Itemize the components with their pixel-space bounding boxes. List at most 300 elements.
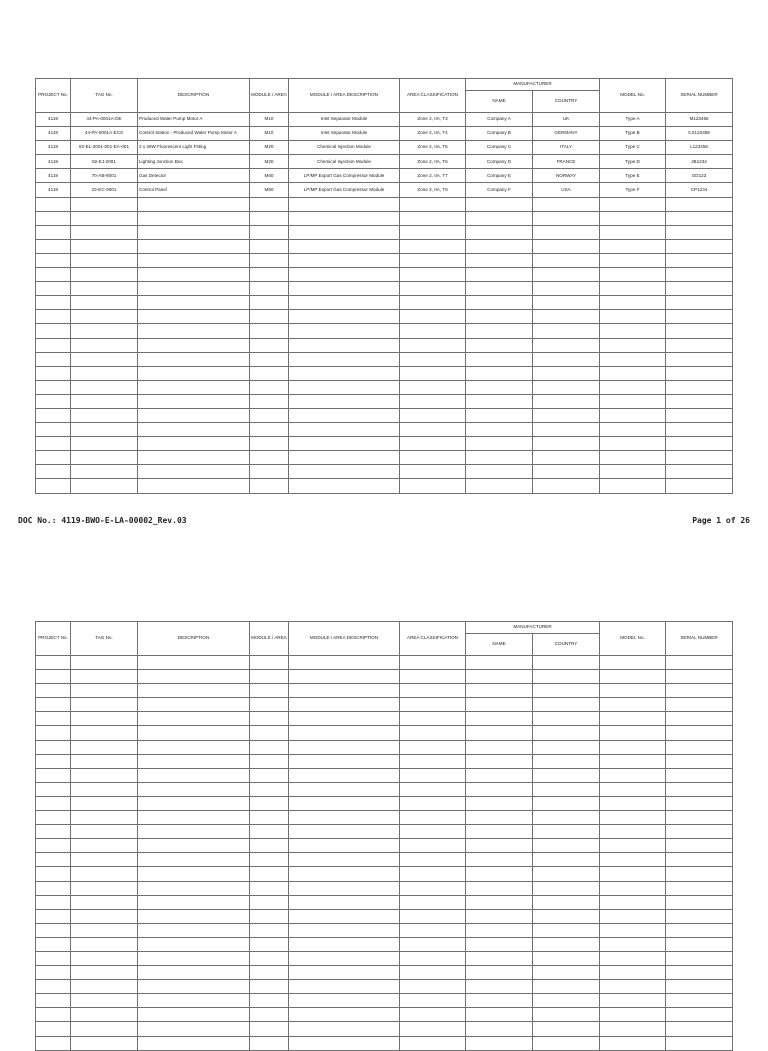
cell-tag-no	[71, 479, 138, 493]
cell-module-area	[250, 867, 289, 881]
cell-project-no	[36, 811, 71, 825]
cell-manufacturer-name: Company B	[466, 127, 533, 141]
cell-model-no	[600, 754, 666, 768]
cell-model-no	[600, 909, 666, 923]
cell-project-no	[36, 366, 71, 380]
cell-manufacturer-country	[533, 825, 600, 839]
cell-module-area-description	[289, 994, 400, 1008]
cell-manufacturer-name	[466, 465, 533, 479]
cell-module-area-description	[289, 380, 400, 394]
cell-tag-no	[71, 338, 138, 352]
cell-manufacturer-name	[466, 980, 533, 994]
cell-module-area-description	[289, 408, 400, 422]
cell-manufacturer-name	[466, 839, 533, 853]
cell-manufacturer-name	[466, 698, 533, 712]
cell-description	[138, 670, 250, 684]
cell-project-no	[36, 782, 71, 796]
cell-area-classification	[400, 479, 466, 493]
cell-serial-number	[666, 451, 733, 465]
cell-manufacturer-country	[533, 394, 600, 408]
cell-description	[138, 366, 250, 380]
empty-table-row	[36, 726, 733, 740]
cell-module-area-description	[289, 225, 400, 239]
cell-serial-number: L123456	[666, 141, 733, 155]
cell-description	[138, 966, 250, 980]
cell-module-area: M10	[250, 113, 289, 127]
cell-model-no	[600, 451, 666, 465]
cell-manufacturer-name	[466, 423, 533, 437]
cell-model-no	[600, 338, 666, 352]
col-header-module-area: MODULE / AREA	[250, 79, 289, 113]
cell-module-area-description	[289, 656, 400, 670]
cell-manufacturer-country	[533, 980, 600, 994]
table-row	[36, 183, 733, 197]
cell-module-area-description	[289, 366, 400, 380]
cell-module-area	[250, 408, 289, 422]
cell-area-classification	[400, 338, 466, 352]
cell-module-area-description	[289, 923, 400, 937]
cell-module-area	[250, 825, 289, 839]
cell-manufacturer-country	[533, 994, 600, 1008]
cell-area-classification	[400, 951, 466, 965]
cell-manufacturer-country	[533, 796, 600, 810]
cell-module-area	[250, 1008, 289, 1022]
cell-project-no	[36, 310, 71, 324]
cell-tag-no	[71, 909, 138, 923]
cell-module-area-description	[289, 670, 400, 684]
cell-serial-number	[666, 656, 733, 670]
cell-serial-number	[666, 698, 733, 712]
empty-table-row	[36, 684, 733, 698]
cell-manufacturer-country	[533, 895, 600, 909]
cell-area-classification	[400, 684, 466, 698]
cell-module-area-description	[289, 1008, 400, 1022]
cell-module-area	[250, 754, 289, 768]
equipment-register-table	[35, 78, 733, 494]
cell-tag-no	[71, 951, 138, 965]
cell-model-no	[600, 211, 666, 225]
cell-module-area-description: Inlet Separator Module	[289, 127, 400, 141]
cell-manufacturer-country	[533, 909, 600, 923]
cell-model-no	[600, 684, 666, 698]
cell-area-classification: Zone 2, IIA, T8	[400, 183, 466, 197]
cell-tag-no	[71, 923, 138, 937]
cell-tag-no	[71, 782, 138, 796]
cell-model-no	[600, 698, 666, 712]
cell-manufacturer-name	[466, 796, 533, 810]
col-header-model-no: MODEL No.	[600, 622, 666, 656]
cell-serial-number	[666, 670, 733, 684]
cell-model-no	[600, 324, 666, 338]
cell-manufacturer-name	[466, 811, 533, 825]
cell-area-classification	[400, 437, 466, 451]
col-header-manufacturer-name: NAME	[466, 634, 533, 656]
cell-manufacturer-name: Company C	[466, 141, 533, 155]
cell-manufacturer-name	[466, 253, 533, 267]
cell-module-area-description	[289, 839, 400, 853]
cell-manufacturer-name	[466, 338, 533, 352]
cell-module-area-description	[289, 811, 400, 825]
cell-project-no	[36, 754, 71, 768]
cell-tag-no: 70-AB-9001	[71, 169, 138, 183]
cell-serial-number	[666, 839, 733, 853]
cell-serial-number	[666, 740, 733, 754]
cell-manufacturer-country	[533, 253, 600, 267]
cell-project-no	[36, 465, 71, 479]
cell-manufacturer-country: USA	[533, 183, 600, 197]
cell-manufacturer-name	[466, 712, 533, 726]
cell-model-no	[600, 712, 666, 726]
cell-tag-no	[71, 437, 138, 451]
cell-description	[138, 980, 250, 994]
cell-manufacturer-name: Company D	[466, 155, 533, 169]
empty-table-row	[36, 282, 733, 296]
cell-manufacturer-name	[466, 656, 533, 670]
cell-model-no	[600, 768, 666, 782]
cell-manufacturer-name	[466, 923, 533, 937]
cell-manufacturer-country	[533, 338, 600, 352]
cell-module-area	[250, 366, 289, 380]
cell-manufacturer-name	[466, 225, 533, 239]
cell-module-area	[250, 197, 289, 211]
cell-manufacturer-name	[466, 951, 533, 965]
cell-module-area	[250, 324, 289, 338]
cell-module-area-description	[289, 825, 400, 839]
cell-module-area	[250, 423, 289, 437]
cell-serial-number	[666, 465, 733, 479]
cell-model-no	[600, 994, 666, 1008]
cell-manufacturer-country	[533, 811, 600, 825]
cell-tag-no	[71, 684, 138, 698]
cell-serial-number	[666, 951, 733, 965]
cell-manufacturer-name	[466, 726, 533, 740]
cell-area-classification	[400, 366, 466, 380]
cell-area-classification	[400, 423, 466, 437]
cell-module-area	[250, 437, 289, 451]
cell-project-no	[36, 296, 71, 310]
table-row	[36, 127, 733, 141]
cell-module-area-description	[289, 310, 400, 324]
cell-area-classification	[400, 768, 466, 782]
empty-table-row	[36, 740, 733, 754]
cell-model-no: Type E	[600, 169, 666, 183]
cell-description	[138, 909, 250, 923]
col-header-description: DESCRIPTION	[138, 622, 250, 656]
cell-area-classification	[400, 670, 466, 684]
cell-model-no	[600, 465, 666, 479]
cell-description	[138, 282, 250, 296]
cell-manufacturer-country	[533, 867, 600, 881]
cell-manufacturer-country	[533, 726, 600, 740]
empty-table-row	[36, 782, 733, 796]
cell-serial-number	[666, 825, 733, 839]
empty-table-row	[36, 670, 733, 684]
cell-serial-number	[666, 895, 733, 909]
cell-description	[138, 712, 250, 726]
cell-project-no: 4119	[36, 169, 71, 183]
cell-model-no	[600, 881, 666, 895]
cell-area-classification	[400, 1036, 466, 1050]
cell-description: Control Panel	[138, 183, 250, 197]
cell-module-area	[250, 796, 289, 810]
cell-project-no	[36, 253, 71, 267]
cell-area-classification: Zone 2, IIA, T3	[400, 113, 466, 127]
cell-area-classification	[400, 782, 466, 796]
cell-manufacturer-country	[533, 923, 600, 937]
cell-manufacturer-country	[533, 1008, 600, 1022]
cell-serial-number	[666, 352, 733, 366]
cell-module-area: M10	[250, 127, 289, 141]
cell-module-area-description	[289, 895, 400, 909]
cell-model-no	[600, 479, 666, 493]
cell-area-classification: Zone 2, IIA, T6	[400, 155, 466, 169]
cell-module-area-description	[289, 684, 400, 698]
cell-description	[138, 740, 250, 754]
cell-description: 2 x 36W Fluorescent Light Fitting	[138, 141, 250, 155]
cell-module-area: M60	[250, 169, 289, 183]
cell-serial-number	[666, 211, 733, 225]
cell-tag-no	[71, 451, 138, 465]
cell-module-area	[250, 211, 289, 225]
cell-area-classification	[400, 451, 466, 465]
cell-description	[138, 698, 250, 712]
cell-model-no	[600, 437, 666, 451]
cell-tag-no	[71, 937, 138, 951]
col-header-manufacturer-name: NAME	[466, 91, 533, 113]
document-number: DOC No.: 4119-BWO-E-LA-00002_Rev.03	[18, 516, 187, 525]
cell-area-classification: Zone 2, IIA, T5	[400, 141, 466, 155]
cell-serial-number	[666, 479, 733, 493]
cell-area-classification	[400, 324, 466, 338]
empty-table-row	[36, 253, 733, 267]
cell-module-area	[250, 1036, 289, 1050]
cell-model-no	[600, 980, 666, 994]
cell-description	[138, 437, 250, 451]
cell-module-area	[250, 966, 289, 980]
cell-module-area	[250, 937, 289, 951]
cell-description	[138, 825, 250, 839]
cell-description	[138, 923, 250, 937]
cell-manufacturer-country	[533, 423, 600, 437]
empty-table-row	[36, 437, 733, 451]
cell-description	[138, 423, 250, 437]
cell-module-area-description	[289, 909, 400, 923]
cell-manufacturer-name	[466, 1008, 533, 1022]
cell-manufacturer-country: GERMANY	[533, 127, 600, 141]
cell-module-area	[250, 951, 289, 965]
cell-serial-number	[666, 296, 733, 310]
col-header-module-area-description: MODULE / AREA DESCRIPTION	[289, 622, 400, 656]
cell-serial-number	[666, 338, 733, 352]
cell-manufacturer-country	[533, 465, 600, 479]
empty-table-row	[36, 853, 733, 867]
cell-tag-no: 92-EJ-2001	[71, 155, 138, 169]
cell-description	[138, 881, 250, 895]
table-row	[36, 169, 733, 183]
cell-serial-number: JB1234	[666, 155, 733, 169]
cell-module-area-description	[289, 768, 400, 782]
cell-description	[138, 867, 250, 881]
cell-tag-no	[71, 352, 138, 366]
cell-model-no	[600, 895, 666, 909]
cell-model-no: Type B	[600, 127, 666, 141]
empty-table-row	[36, 310, 733, 324]
cell-module-area	[250, 239, 289, 253]
cell-project-no	[36, 726, 71, 740]
cell-manufacturer-name	[466, 211, 533, 225]
empty-table-row	[36, 1022, 733, 1036]
cell-model-no	[600, 796, 666, 810]
cell-serial-number	[666, 408, 733, 422]
cell-module-area	[250, 253, 289, 267]
empty-table-row	[36, 380, 733, 394]
empty-table-row	[36, 423, 733, 437]
col-header-project-no: PROJECT No.	[36, 622, 71, 656]
cell-serial-number	[666, 197, 733, 211]
cell-project-no	[36, 853, 71, 867]
cell-serial-number	[666, 712, 733, 726]
cell-manufacturer-name	[466, 239, 533, 253]
empty-table-row	[36, 408, 733, 422]
cell-module-area	[250, 268, 289, 282]
cell-model-no	[600, 296, 666, 310]
cell-manufacturer-name	[466, 670, 533, 684]
cell-manufacturer-country	[533, 881, 600, 895]
cell-description: Produced Water Pump Motor A	[138, 113, 250, 127]
cell-tag-no: 44-PA-0001A-ECS	[71, 127, 138, 141]
cell-tag-no	[71, 1036, 138, 1050]
empty-table-row	[36, 268, 733, 282]
cell-module-area	[250, 811, 289, 825]
cell-manufacturer-name	[466, 895, 533, 909]
cell-area-classification	[400, 867, 466, 881]
cell-model-no	[600, 394, 666, 408]
cell-tag-no	[71, 768, 138, 782]
cell-area-classification	[400, 937, 466, 951]
cell-project-no	[36, 825, 71, 839]
cell-model-no	[600, 853, 666, 867]
cell-model-no	[600, 839, 666, 853]
cell-project-no	[36, 980, 71, 994]
cell-module-area-description	[289, 966, 400, 980]
cell-module-area	[250, 740, 289, 754]
cell-area-classification	[400, 282, 466, 296]
empty-table-row	[36, 881, 733, 895]
cell-model-no	[600, 825, 666, 839]
empty-table-row	[36, 656, 733, 670]
cell-description	[138, 951, 250, 965]
cell-manufacturer-name	[466, 282, 533, 296]
cell-manufacturer-country	[533, 479, 600, 493]
cell-serial-number	[666, 394, 733, 408]
cell-manufacturer-name	[466, 394, 533, 408]
col-header-manufacturer: MANUFACTURER	[466, 79, 600, 91]
cell-manufacturer-name	[466, 768, 533, 782]
cell-module-area	[250, 923, 289, 937]
cell-area-classification	[400, 853, 466, 867]
cell-model-no	[600, 366, 666, 380]
cell-module-area-description	[289, 296, 400, 310]
cell-serial-number	[666, 239, 733, 253]
col-header-tag-no: TAG No.	[71, 622, 138, 656]
cell-tag-no	[71, 853, 138, 867]
cell-tag-no	[71, 465, 138, 479]
cell-serial-number	[666, 310, 733, 324]
cell-module-area	[250, 670, 289, 684]
cell-manufacturer-country	[533, 296, 600, 310]
cell-area-classification	[400, 394, 466, 408]
cell-area-classification	[400, 408, 466, 422]
cell-tag-no	[71, 268, 138, 282]
cell-area-classification	[400, 839, 466, 853]
cell-project-no	[36, 451, 71, 465]
cell-module-area-description: LP/MP Export Gas Compressor Module	[289, 183, 400, 197]
register-sheet-page-1	[35, 78, 732, 494]
cell-manufacturer-name	[466, 408, 533, 422]
cell-tag-no	[71, 310, 138, 324]
col-header-area-classification: AREA CLASSIFICATION	[400, 79, 466, 113]
cell-description	[138, 197, 250, 211]
cell-manufacturer-name: Company F	[466, 183, 533, 197]
cell-description	[138, 352, 250, 366]
cell-module-area	[250, 656, 289, 670]
cell-module-area: M20	[250, 155, 289, 169]
cell-tag-no	[71, 408, 138, 422]
cell-project-no	[36, 923, 71, 937]
cell-manufacturer-country	[533, 853, 600, 867]
cell-project-no	[36, 994, 71, 1008]
cell-description	[138, 754, 250, 768]
cell-project-no	[36, 867, 71, 881]
cell-module-area	[250, 1022, 289, 1036]
cell-area-classification	[400, 923, 466, 937]
cell-description	[138, 465, 250, 479]
cell-module-area-description	[289, 1036, 400, 1050]
cell-manufacturer-name: Company A	[466, 113, 533, 127]
cell-description	[138, 324, 250, 338]
cell-serial-number	[666, 437, 733, 451]
cell-serial-number	[666, 909, 733, 923]
cell-module-area	[250, 909, 289, 923]
cell-serial-number	[666, 966, 733, 980]
cell-description	[138, 895, 250, 909]
cell-module-area	[250, 853, 289, 867]
cell-project-no	[36, 1008, 71, 1022]
empty-table-row	[36, 994, 733, 1008]
cell-manufacturer-country	[533, 366, 600, 380]
cell-project-no	[36, 394, 71, 408]
cell-module-area	[250, 698, 289, 712]
cell-module-area-description	[289, 268, 400, 282]
cell-description	[138, 296, 250, 310]
cell-description	[138, 839, 250, 853]
empty-table-row	[36, 465, 733, 479]
cell-model-no	[600, 966, 666, 980]
cell-manufacturer-country	[533, 740, 600, 754]
cell-area-classification	[400, 811, 466, 825]
cell-manufacturer-country	[533, 225, 600, 239]
cell-manufacturer-country	[533, 937, 600, 951]
cell-description	[138, 811, 250, 825]
cell-serial-number	[666, 1036, 733, 1050]
cell-description	[138, 1036, 250, 1050]
cell-serial-number: CS123456	[666, 127, 733, 141]
cell-module-area-description	[289, 197, 400, 211]
col-header-module-area-description: MODULE / AREA DESCRIPTION	[289, 79, 400, 113]
cell-manufacturer-name	[466, 754, 533, 768]
cell-manufacturer-country	[533, 768, 600, 782]
cell-area-classification	[400, 1008, 466, 1022]
